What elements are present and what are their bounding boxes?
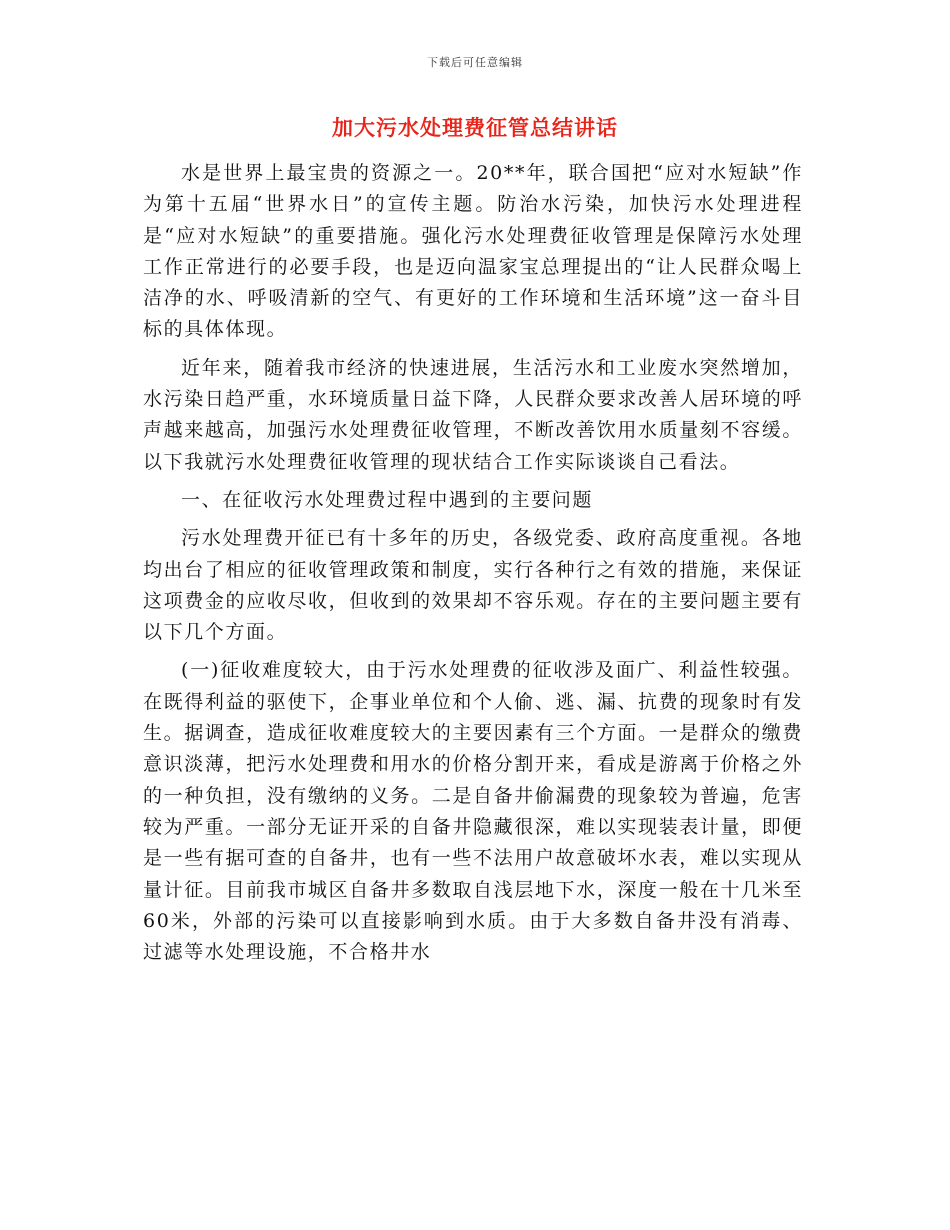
section-heading: 一、在征收污水处理费过程中遇到的主要问题: [181, 488, 594, 511]
paragraph: 水是世界上最宝贵的资源之一。20**年，联合国把“应对水短缺”作为第十五届“世界水日”的宣传主题。防治水污染，加快污水处理进程是“应对水短缺”的重要措施。强化污水处理费征收管理是保障污水处理工作正常进行的必要手段，也是迈向温家宝总理提出的“让人民群众喝上洁净的水、呼吸清新的空气、有更好的工作环境和生活环境”这一奋斗目标的具体体现。: [143, 162, 803, 341]
paragraph: 污水处理费开征已有十多年的历史，各级党委、政府高度重视。各地均出台了相应的征收管理政策和制度，实行各种行之有效的措施，来保证这项费金的应收尽收，但收到的效果却不容乐观。存在的主要问题主要有以下几个方面。: [143, 527, 803, 644]
document-body: [143, 158, 803, 975]
document-title: 加大污水处理费征管总结讲话: [332, 116, 618, 140]
header-note: 下载后可任意编辑: [427, 56, 523, 69]
paragraph: (一)征收难度较大，由于污水处理费的征收涉及面广、利益性较强。在既得利益的驱使下，企事业单位和个人偷、逃、漏、抗费的现象时有发生。据调查，造成征收难度较大的主要因素有三个方面。一是群众的缴费意识淡薄，把污水处理费和用水的价格分割开来，看成是游离于价格之外的一种负担，没有缴纳的义务。二是自备井偷漏费的现象较为普遍，危害较为严重。一部分无证开采的自备井隐藏很深，难以实现装表计量，即便是一些有据可查的自备井，也有一些不法用户故意破坏水表，难以实现从量计征。目前我市城区自备井多数取自浅层地下水，深度一般在十几米至60米，外部的污染可以直接影响到水质。由于大多数自备井没有消毒、过滤等水处理设施，不合格井水: [143, 659, 803, 964]
paragraph: 近年来，随着我市经济的快速进展，生活污水和工业废水突然增加，水污染日趋严重，水环境质量日益下降，人民群众要求改善人居环境的呼声越来越高，加强污水处理费征收管理，不断改善饮用水质量刻不容缓。以下我就污水处理费征收管理的现状结合工作实际谈谈自己看法。: [143, 356, 803, 473]
